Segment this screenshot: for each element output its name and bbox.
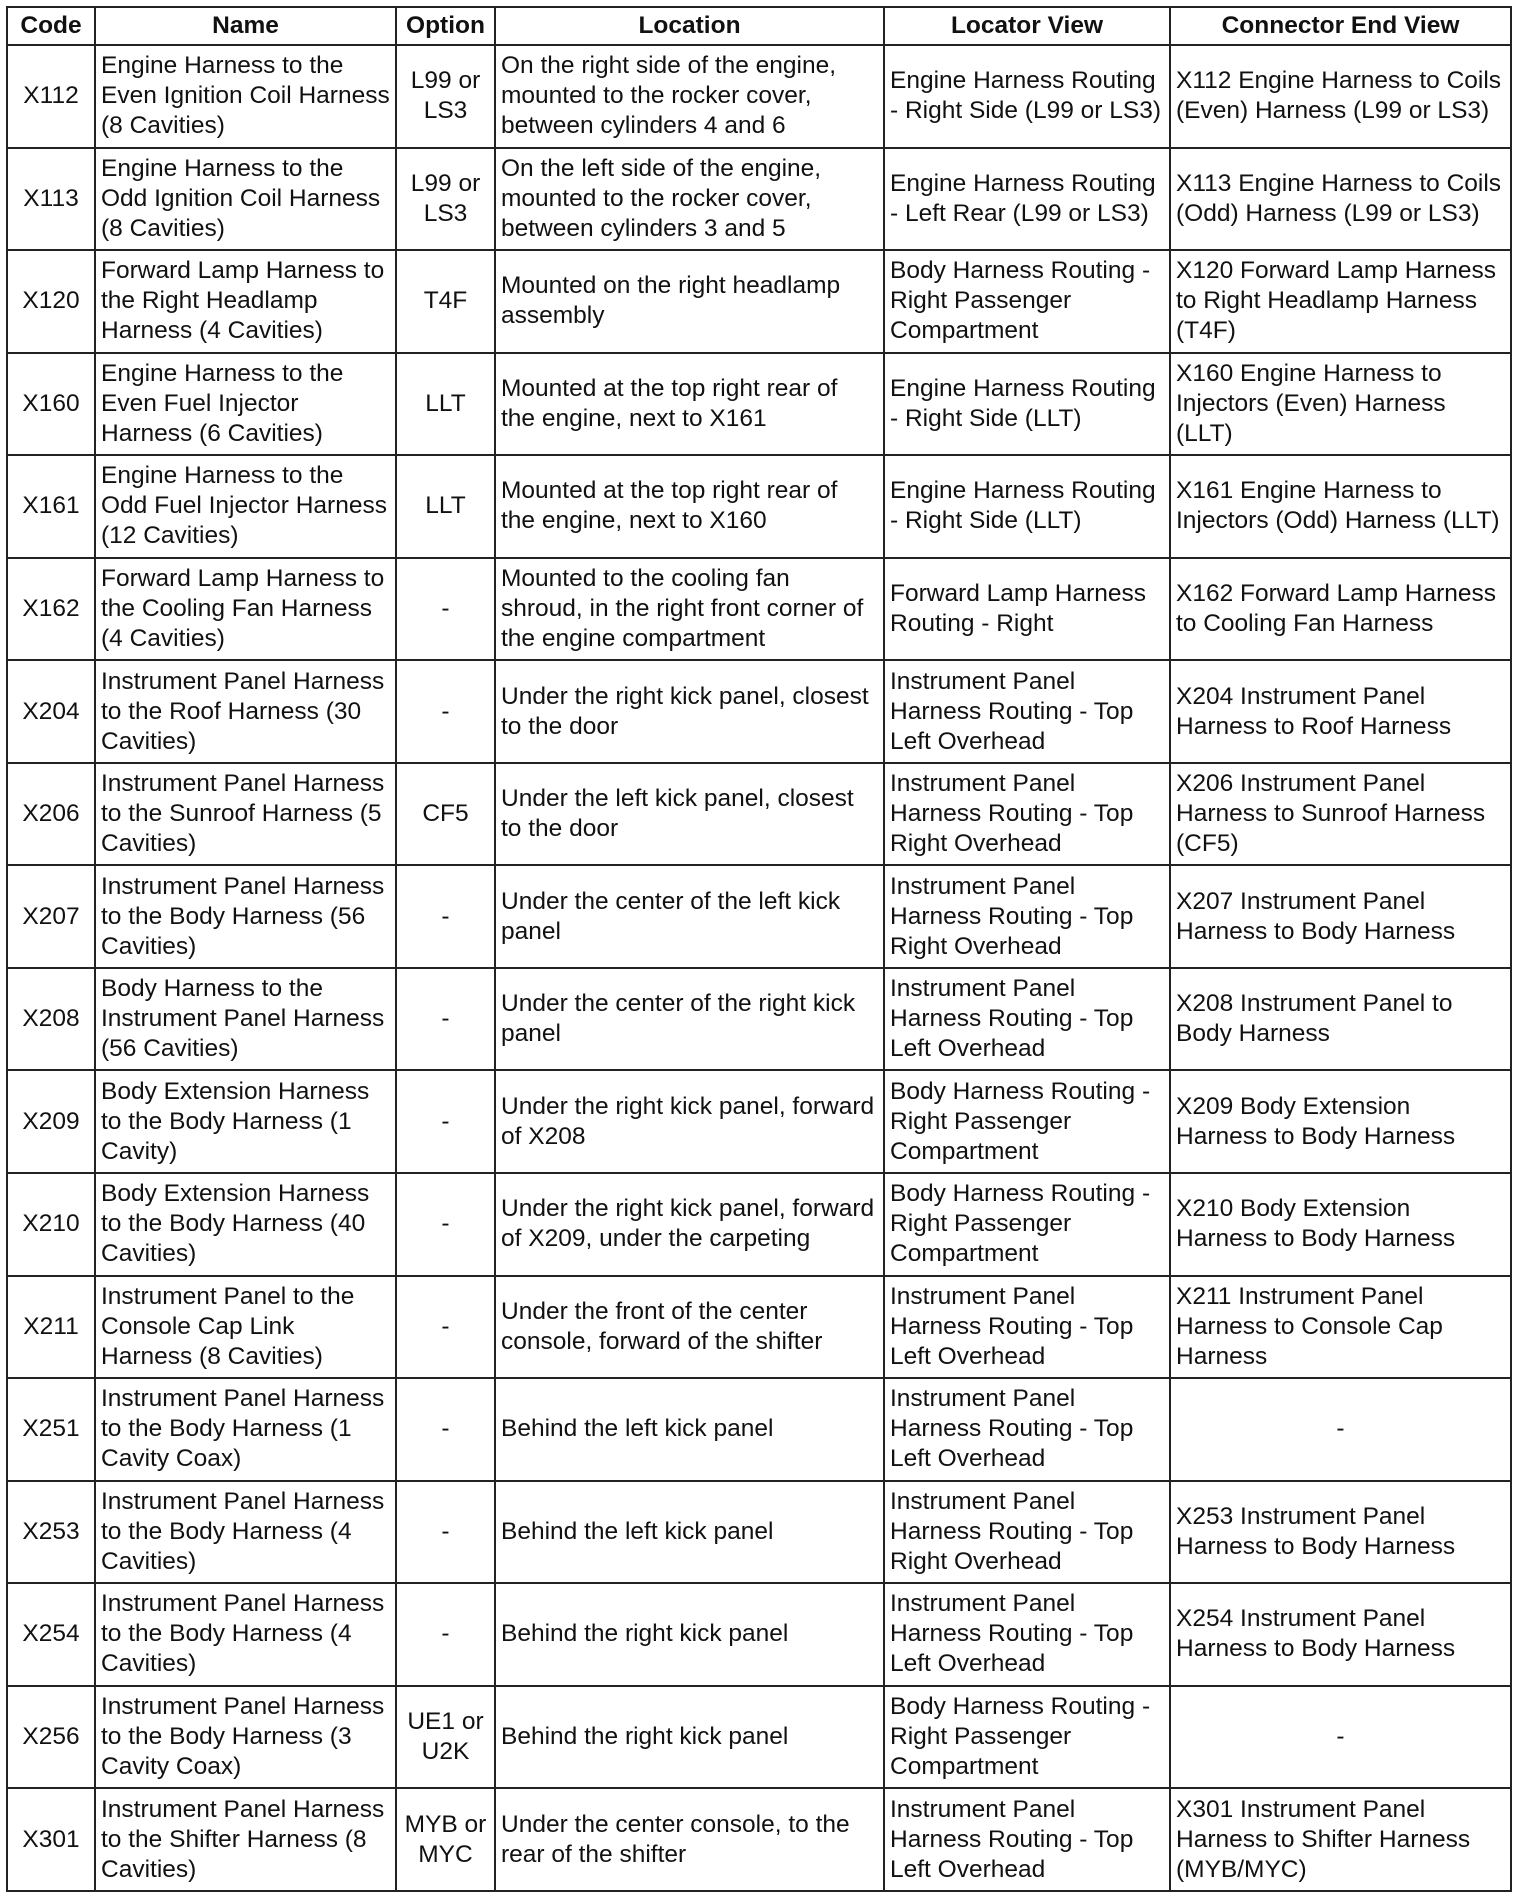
table-row xyxy=(7,353,1511,456)
table-row xyxy=(7,1276,1511,1379)
cell-connector-end-view: X161 Engine Harness to Injectors (Odd) Harness (LLT) xyxy=(1170,455,1511,558)
header-connector-end-view: Connector End View xyxy=(1170,7,1511,45)
cell-name: Engine Harness to the Odd Ignition Coil Harness (8 Cavities) xyxy=(95,148,396,251)
cell-code: X210 xyxy=(7,1173,95,1276)
cell-name: Forward Lamp Harness to the Right Headlamp Harness (4 Cavities) xyxy=(95,250,396,353)
table-row xyxy=(7,250,1511,353)
cell-location: On the right side of the engine, mounted to the rocker cover, between cylinders 4 and 6 xyxy=(495,45,884,148)
cell-locator-view: Body Harness Routing - Right Passenger Compartment xyxy=(884,1686,1170,1789)
cell-option: - xyxy=(396,558,495,661)
cell-locator-view: Instrument Panel Harness Routing - Top Right Overhead xyxy=(884,865,1170,968)
cell-locator-view: Engine Harness Routing - Right Side (L99 or LS3) xyxy=(884,45,1170,148)
cell-name: Body Extension Harness to the Body Harness (40 Cavities) xyxy=(95,1173,396,1276)
cell-code: X161 xyxy=(7,455,95,558)
table-row xyxy=(7,865,1511,968)
cell-option: MYB or MYC xyxy=(396,1788,495,1891)
cell-locator-view: Engine Harness Routing - Right Side (LLT) xyxy=(884,455,1170,558)
cell-location: Under the right kick panel, forward of X208 xyxy=(495,1070,884,1173)
cell-code: X120 xyxy=(7,250,95,353)
table-row xyxy=(7,455,1511,558)
cell-location: Under the center of the right kick panel xyxy=(495,968,884,1071)
cell-option: L99 or LS3 xyxy=(396,45,495,148)
cell-name: Instrument Panel Harness to the Body Harness (4 Cavities) xyxy=(95,1481,396,1584)
cell-code: X211 xyxy=(7,1276,95,1379)
cell-location: Behind the right kick panel xyxy=(495,1583,884,1686)
cell-connector-end-view: X113 Engine Harness to Coils (Odd) Harness (L99 or LS3) xyxy=(1170,148,1511,251)
cell-option: - xyxy=(396,1173,495,1276)
cell-location: Behind the right kick panel xyxy=(495,1686,884,1789)
cell-connector-end-view: X210 Body Extension Harness to Body Harness xyxy=(1170,1173,1511,1276)
cell-name: Instrument Panel Harness to the Body Harness (3 Cavity Coax) xyxy=(95,1686,396,1789)
cell-locator-view: Instrument Panel Harness Routing - Top Left Overhead xyxy=(884,1788,1170,1891)
cell-locator-view: Body Harness Routing - Right Passenger Compartment xyxy=(884,1070,1170,1173)
cell-code: X113 xyxy=(7,148,95,251)
header-name: Name xyxy=(95,7,396,45)
cell-connector-end-view: X253 Instrument Panel Harness to Body Harness xyxy=(1170,1481,1511,1584)
cell-connector-end-view: X301 Instrument Panel Harness to Shifter Harness (MYB/MYC) xyxy=(1170,1788,1511,1891)
cell-location: Under the center of the left kick panel xyxy=(495,865,884,968)
cell-option: - xyxy=(396,1481,495,1584)
cell-connector-end-view: X112 Engine Harness to Coils (Even) Harness (L99 or LS3) xyxy=(1170,45,1511,148)
cell-connector-end-view: X211 Instrument Panel Harness to Console Cap Harness xyxy=(1170,1276,1511,1379)
header-locator-view: Locator View xyxy=(884,7,1170,45)
cell-name: Instrument Panel Harness to the Body Harness (1 Cavity Coax) xyxy=(95,1378,396,1481)
cell-locator-view: Instrument Panel Harness Routing - Top Left Overhead xyxy=(884,1276,1170,1379)
cell-connector-end-view: - xyxy=(1170,1378,1511,1481)
table-row xyxy=(7,1686,1511,1789)
cell-option: - xyxy=(396,968,495,1071)
header-row xyxy=(7,7,1511,45)
cell-option: - xyxy=(396,660,495,763)
cell-option: LLT xyxy=(396,455,495,558)
cell-location: Mounted at the top right rear of the engine, next to X161 xyxy=(495,353,884,456)
connector-table xyxy=(6,6,1512,1892)
cell-locator-view: Forward Lamp Harness Routing - Right xyxy=(884,558,1170,661)
table-row xyxy=(7,1378,1511,1481)
cell-option: UE1 or U2K xyxy=(396,1686,495,1789)
cell-locator-view: Engine Harness Routing - Left Rear (L99 or LS3) xyxy=(884,148,1170,251)
cell-locator-view: Engine Harness Routing - Right Side (LLT) xyxy=(884,353,1170,456)
cell-code: X208 xyxy=(7,968,95,1071)
cell-connector-end-view: X207 Instrument Panel Harness to Body Harness xyxy=(1170,865,1511,968)
cell-location: Under the left kick panel, closest to the door xyxy=(495,763,884,866)
cell-code: X204 xyxy=(7,660,95,763)
cell-locator-view: Instrument Panel Harness Routing - Top Left Overhead xyxy=(884,1378,1170,1481)
cell-code: X256 xyxy=(7,1686,95,1789)
cell-code: X301 xyxy=(7,1788,95,1891)
cell-locator-view: Body Harness Routing - Right Passenger Compartment xyxy=(884,1173,1170,1276)
cell-code: X162 xyxy=(7,558,95,661)
cell-connector-end-view: X204 Instrument Panel Harness to Roof Harness xyxy=(1170,660,1511,763)
cell-code: X207 xyxy=(7,865,95,968)
cell-locator-view: Body Harness Routing - Right Passenger Compartment xyxy=(884,250,1170,353)
cell-code: X112 xyxy=(7,45,95,148)
cell-location: Mounted at the top right rear of the engine, next to X160 xyxy=(495,455,884,558)
table-row xyxy=(7,45,1511,148)
cell-connector-end-view: X208 Instrument Panel to Body Harness xyxy=(1170,968,1511,1071)
cell-code: X251 xyxy=(7,1378,95,1481)
cell-code: X253 xyxy=(7,1481,95,1584)
cell-location: Mounted on the right headlamp assembly xyxy=(495,250,884,353)
cell-connector-end-view: - xyxy=(1170,1686,1511,1789)
cell-code: X209 xyxy=(7,1070,95,1173)
cell-connector-end-view: X206 Instrument Panel Harness to Sunroof Harness (CF5) xyxy=(1170,763,1511,866)
header-location: Location xyxy=(495,7,884,45)
cell-name: Instrument Panel Harness to the Roof Harness (30 Cavities) xyxy=(95,660,396,763)
cell-location: Behind the left kick panel xyxy=(495,1378,884,1481)
table-row xyxy=(7,763,1511,866)
table-header xyxy=(7,7,1511,45)
table-row xyxy=(7,1070,1511,1173)
cell-name: Body Harness to the Instrument Panel Harness (56 Cavities) xyxy=(95,968,396,1071)
cell-location: Under the right kick panel, closest to the door xyxy=(495,660,884,763)
cell-option: CF5 xyxy=(396,763,495,866)
table-row xyxy=(7,1481,1511,1584)
cell-option: - xyxy=(396,1276,495,1379)
cell-location: On the left side of the engine, mounted to the rocker cover, between cylinders 3 and 5 xyxy=(495,148,884,251)
cell-name: Engine Harness to the Odd Fuel Injector Harness (12 Cavities) xyxy=(95,455,396,558)
header-option: Option xyxy=(396,7,495,45)
cell-connector-end-view: X120 Forward Lamp Harness to Right Headlamp Harness (T4F) xyxy=(1170,250,1511,353)
cell-name: Instrument Panel Harness to the Sunroof Harness (5 Cavities) xyxy=(95,763,396,866)
cell-connector-end-view: X254 Instrument Panel Harness to Body Harness xyxy=(1170,1583,1511,1686)
cell-option: - xyxy=(396,865,495,968)
cell-name: Instrument Panel Harness to the Body Harness (4 Cavities) xyxy=(95,1583,396,1686)
cell-location: Behind the left kick panel xyxy=(495,1481,884,1584)
table-row xyxy=(7,148,1511,251)
cell-connector-end-view: X209 Body Extension Harness to Body Harness xyxy=(1170,1070,1511,1173)
table-row xyxy=(7,558,1511,661)
cell-locator-view: Instrument Panel Harness Routing - Top Left Overhead xyxy=(884,968,1170,1071)
cell-locator-view: Instrument Panel Harness Routing - Top Left Overhead xyxy=(884,660,1170,763)
cell-connector-end-view: X160 Engine Harness to Injectors (Even) Harness (LLT) xyxy=(1170,353,1511,456)
cell-location: Under the right kick panel, forward of X209, under the carpeting xyxy=(495,1173,884,1276)
table-body xyxy=(7,45,1511,1891)
cell-option: - xyxy=(396,1583,495,1686)
cell-option: L99 or LS3 xyxy=(396,148,495,251)
cell-name: Forward Lamp Harness to the Cooling Fan Harness (4 Cavities) xyxy=(95,558,396,661)
cell-name: Body Extension Harness to the Body Harness (1 Cavity) xyxy=(95,1070,396,1173)
cell-name: Engine Harness to the Even Ignition Coil Harness (8 Cavities) xyxy=(95,45,396,148)
cell-location: Mounted to the cooling fan shroud, in the right front corner of the engine compartment xyxy=(495,558,884,661)
table-row xyxy=(7,1788,1511,1891)
cell-name: Instrument Panel Harness to the Body Harness (56 Cavities) xyxy=(95,865,396,968)
cell-option: LLT xyxy=(396,353,495,456)
cell-option: - xyxy=(396,1378,495,1481)
header-code: Code xyxy=(7,7,95,45)
cell-locator-view: Instrument Panel Harness Routing - Top Left Overhead xyxy=(884,1583,1170,1686)
cell-name: Engine Harness to the Even Fuel Injector Harness (6 Cavities) xyxy=(95,353,396,456)
cell-location: Under the center console, to the rear of the shifter xyxy=(495,1788,884,1891)
table-row xyxy=(7,1583,1511,1686)
table-row xyxy=(7,968,1511,1071)
cell-option: T4F xyxy=(396,250,495,353)
cell-locator-view: Instrument Panel Harness Routing - Top Right Overhead xyxy=(884,763,1170,866)
cell-name: Instrument Panel to the Console Cap Link Harness (8 Cavities) xyxy=(95,1276,396,1379)
cell-code: X160 xyxy=(7,353,95,456)
cell-connector-end-view: X162 Forward Lamp Harness to Cooling Fan Harness xyxy=(1170,558,1511,661)
cell-code: X254 xyxy=(7,1583,95,1686)
table-row xyxy=(7,660,1511,763)
cell-location: Under the front of the center console, forward of the shifter xyxy=(495,1276,884,1379)
cell-name: Instrument Panel Harness to the Shifter Harness (8 Cavities) xyxy=(95,1788,396,1891)
table-row xyxy=(7,1173,1511,1276)
cell-locator-view: Instrument Panel Harness Routing - Top Right Overhead xyxy=(884,1481,1170,1584)
cell-code: X206 xyxy=(7,763,95,866)
cell-option: - xyxy=(396,1070,495,1173)
